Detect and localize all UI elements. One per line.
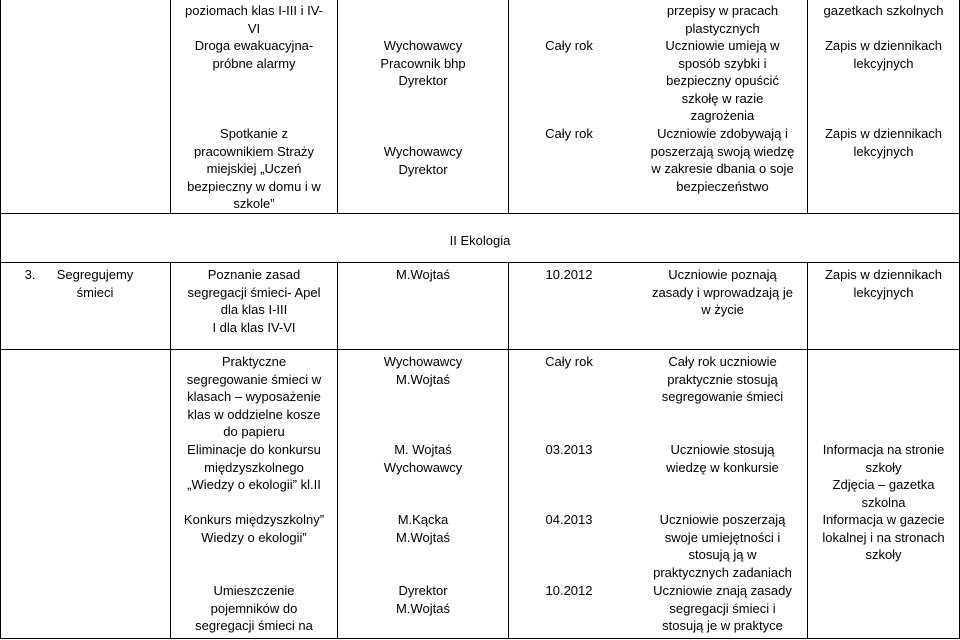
evaluation-cell: Zapis w dziennikach lekcyjnych	[824, 38, 943, 71]
topic-cell: Umieszczenie pojemników do segregacji śmieci na	[195, 583, 313, 633]
date-cell: Cały rok	[545, 354, 593, 369]
date-cell: Cały rok	[545, 126, 593, 141]
effects-cell: Uczniowie znają zasady segregacji śmieci i stosują je w praktyce	[653, 583, 792, 633]
topic-cell: Poznanie zasad segregacji śmieci- Apel dla klas I-III I dla klas IV-VI	[187, 267, 321, 335]
topic-cell: poziomach klas I-III i IV- VI	[185, 3, 323, 36]
row-border	[0, 262, 960, 263]
topic-cell: Spotkanie z pracownikiem Straży miejskiej „Uczeń bezpieczny w domu i w szkole”	[187, 126, 321, 211]
effects-cell: Uczniowie poszerzają swoje umiejętności i stosują ją w praktycznych zadaniach	[653, 512, 792, 580]
row-border	[0, 213, 960, 214]
section-heading: II Ekologia	[449, 233, 511, 248]
responsible-cell: Dyrektor M.Wojtaś	[396, 583, 450, 616]
topic-cell: Praktyczne segregowanie śmieci w klasach – wyposażenie klas w oddzielne kosze do papieru	[186, 354, 322, 439]
effects-cell: Uczniowie poznają zasady i wprowadzają je w życie	[652, 267, 793, 317]
responsible-cell: M. Wojtaś Wychowawcy	[383, 442, 463, 475]
column-border	[0, 262, 1, 639]
date-cell: 04.2013	[545, 512, 593, 527]
topic-cell: Konkurs międzyszkolny” Wiedzy o ekologii”	[183, 512, 325, 545]
effects-cell: Cały rok uczniowie praktycznie stosują segregowanie śmieci	[661, 354, 784, 404]
date-cell: 03.2013	[545, 442, 593, 457]
topic-cell: Droga ewakuacyjna- próbne alarmy	[194, 38, 314, 71]
evaluation-cell: Zapis w dziennikach lekcyjnych	[824, 126, 943, 159]
topic-cell: Eliminacje do konkursu międzyszkolnego „Wiedzy o ekologii” kl.II	[187, 442, 321, 492]
responsible-cell: Wychowawcy Dyrektor	[383, 144, 463, 177]
evaluation-cell: Informacja w gazecie lokalnej i na stronach szkoły	[822, 512, 945, 562]
column-border	[0, 0, 1, 213]
responsible-cell: Wychowawcy M.Wojtaś	[383, 354, 463, 387]
evaluation-cell: Zapis w dziennikach lekcyjnych	[824, 267, 943, 300]
task-cell: Segregujemy śmieci	[56, 267, 134, 300]
responsible-cell: M.Wojtaś	[396, 267, 450, 282]
row-number: 3.	[24, 267, 36, 282]
evaluation-cell: Informacja na stronie szkoły Zdjęcia – gazetka szkolna	[822, 442, 945, 510]
responsible-cell: Wychowawcy Pracownik bhp Dyrektor	[380, 38, 466, 88]
evaluation-cell: gazetkach szkolnych	[823, 3, 944, 18]
effects-cell: Uczniowie stosują wiedzę w konkursie	[666, 442, 779, 475]
responsible-cell: M.Kącka M.Wojtaś	[396, 512, 450, 545]
row-border	[0, 638, 960, 639]
column-border	[508, 0, 509, 213]
effects-cell: Uczniowie zdobywają i poszerzają swoją wiedzę w zakresie dbania o soje bezpieczeństwo	[650, 126, 795, 194]
column-border	[337, 0, 338, 213]
effects-cell: przepisy w pracach plastycznych	[666, 3, 779, 36]
date-cell: 10.2012	[545, 583, 593, 598]
date-cell: 10.2012	[545, 267, 593, 282]
effects-cell: Uczniowie umieją w sposób szybki i bezpieczny opuścić szkołę w razie zagrożenia	[665, 38, 780, 123]
date-cell: Cały rok	[545, 38, 593, 53]
row-border	[0, 349, 960, 350]
column-border	[807, 0, 808, 213]
